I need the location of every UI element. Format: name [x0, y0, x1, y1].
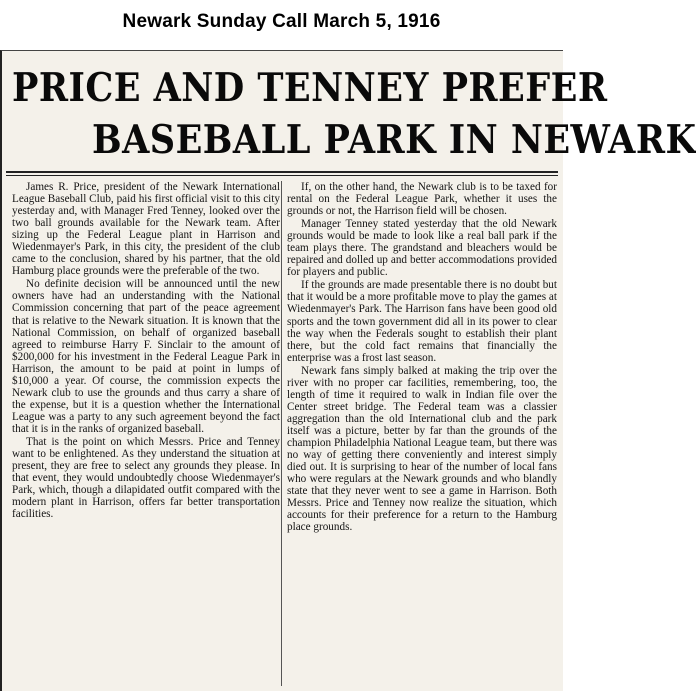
paragraph: Newark fans simply balked at making the trip over the river with no proper car facilities, remembering, too, the length of time it required to walk in Indian file over the Center street bridge. The Federal team was a classier aggregation than the old International club and the park itself was a picture, better by far than the grounds of the champion Philadelphia National League team, but there was no way of getting there conveniently and interest simply died out. It is surprising to hear of the number of local fans who were regulars at the Newark grounds and who blandly state that they never went to see a game in Harrison. Both Messrs. Price and Tenney now realize the situation, which accounts for their preference for a return to the Hamburg place grounds.	[287, 364, 557, 534]
paragraph: If, on the other hand, the Newark club is to be taxed for rental on the Federal League Park, whether it uses the grounds or not, the Harrison field will be chosen.	[287, 181, 557, 218]
headline-rule-thin	[6, 175, 558, 176]
newspaper-clipping	[0, 50, 696, 691]
headline-rule	[6, 171, 558, 173]
column-divider	[281, 181, 282, 686]
article-column-left	[12, 181, 280, 689]
paragraph: Manager Tenney stated yesterday that the old Newark grounds would be made to look like a real ball park if the team plays there. The grandstand and bleachers would be repaired and dolled up and better accommodations provided for players and public.	[287, 218, 557, 279]
paragraph: If the grounds are made presentable there is no doubt but that it would be a more profitable move to play the games at Wiedenmayer's Park. The Harrison fans have been good old sports and the town government did all in its power to clear the way when the Federals sought to establish their plant there, but the cold fact remains that financially the enterprise was a frost last season.	[287, 279, 557, 364]
source-title: Newark Sunday Call March 5, 1916	[122, 11, 441, 32]
source-header	[0, 0, 563, 50]
article-column-right	[287, 181, 557, 689]
paragraph: James R. Price, president of the Newark International League Baseball Club, paid his first official visit to this city yesterday and, with Manager Fred Tenney, looked over the two ball grounds available for the Newark team. After sizing up the Federal League plant in Harrison and Wiedenmayer's Park, in this city, the president of the club came to the conclusion, shared by his partner, that the old Hamburg place grounds were the preferable of the two.	[12, 181, 280, 278]
headline-line-2: BASEBALL PARK IN NEWARK	[92, 117, 696, 163]
paragraph: That is the point on which Messrs. Price and Tenney want to be enlightened. As they understand the situation at present, they are free to select any grounds they please. In that event, they would undoubtedly choose Wiedenmayer's Park, which, though a dilapidated outfit compared with the modern plant in Harrison, offers far better transportation facilities.	[12, 435, 280, 521]
headline-line-1: PRICE AND TENNEY PREFER	[12, 65, 608, 111]
paragraph: No definite decision will be announced until the new owners have had an understanding with the National Commission concerning that part of the peace agreement that is relative to the Newark situation. It is known that the National Commission, on behalf of organized baseball agreed to reimburse Harry F. Sinclair to the amount of $200,000 for his investment in the Federal League Park in Harrison, the amount to be paid at point in lumps of $10,000 a year. Of course, the commission expects the Newark club to use the grounds and thus carry a share of the expense, but it is a question whether the International League was a party to any such agreement beyond the fact that it is in the ranks of organized baseball.	[12, 278, 280, 435]
